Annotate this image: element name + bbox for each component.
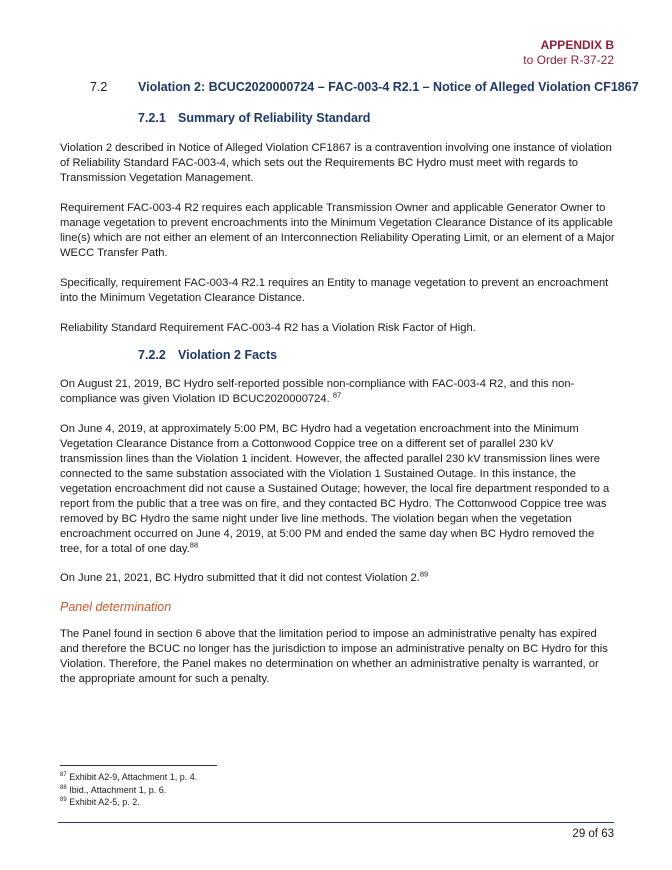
footnote xyxy=(60,771,197,784)
subsection-heading-2 xyxy=(138,348,277,362)
footnote-text: Exhibit A2-9, Attachment 1, p. 4. xyxy=(69,772,198,782)
paragraph-text: On August 21, 2019, BC Hydro self-reported possible non-compliance with FAC-003-4 R2, and this non-compliance was given Violation ID BCUC2020000724. xyxy=(60,378,575,405)
footnote xyxy=(60,784,197,797)
paragraph xyxy=(60,571,615,586)
paragraph: Specifically, requirement FAC-003-4 R2.1 requires an Entity to manage vegetation to prevent an encroachment into the Minimum Vegetation Clearance Distance. xyxy=(60,277,609,304)
paragraph: Violation 2 described in Notice of Alleged Violation CF1867 is a contravention involving one instance of violation of Reliability Standard FAC-003-4, which sets out the Requirements BC Hydro must meet with regards to Transmission Vegetation Management. xyxy=(60,142,612,184)
footnote-number: 88 xyxy=(60,784,67,791)
footnote-divider xyxy=(60,765,217,766)
paragraph: The Panel found in section 6 above that the limitation period to impose an administrative penalty has expired and therefore the BCUC no longer has the jurisdiction to impose an administrative penalty on BC Hydro for this Violation. Therefore, the Panel makes no determination on whether an administrative penalty is warranted, or the appropriate amount for such a penalty. xyxy=(60,628,608,685)
section-title: Violation 2: BCUC2020000724 – FAC-003-4 R2.1 – Notice of Alleged Violation CF1867 xyxy=(138,80,639,94)
page-number: 29 of 63 xyxy=(572,828,614,840)
subsection-title: Summary of Reliability Standard xyxy=(178,111,371,125)
subsection-number: 7.2.2 xyxy=(138,348,166,362)
paragraph xyxy=(60,422,615,557)
appendix-header xyxy=(523,38,614,68)
paragraph-text: On June 4, 2019, at approximately 5:00 PM, BC Hydro had a vegetation encroachment into the Minimum Vegetation Clearance Distance from a Cottonwood Coppice tree on a different set of parallel 230 kV transmission lines than the Violation 1 incident. However, the affected parallel 230 kV transmission lines were connected to the same substation associated with the Violation 1 Sustained Outage. In this instance, the vegetation encroachment did not cause a Sustained Outage; however, the local fire department responded to a report from the public that a tree was on fire, and they contacted BC Hydro. The Cottonwood Coppice tree was removed by BC Hydro the same night under live line methods. The violation began when the vegetation encroachment occurred on June 4, 2019, at 5:00 PM and ended the same day when BC Hydro removed the tree, for a total of one day. xyxy=(60,423,610,555)
footnote-ref[interactable]: 87 xyxy=(332,390,342,400)
paragraph-text: On June 21, 2021, BC Hydro submitted that it did not contest Violation 2. xyxy=(60,572,420,584)
section-number: 7.2 xyxy=(90,80,108,94)
footnote-number: 89 xyxy=(60,797,67,803)
footnotes xyxy=(60,771,197,809)
footnote-text: Exhibit A2-5, p. 2. xyxy=(69,797,140,807)
subsection-heading-1 xyxy=(138,111,370,125)
panel-determination-heading: Panel determination xyxy=(60,600,172,614)
appendix-subtitle: to Order R-37-22 xyxy=(523,53,614,67)
subsection-number: 7.2.1 xyxy=(138,111,166,125)
footnote xyxy=(60,796,197,809)
footnote-number: 87 xyxy=(60,772,67,778)
section-heading xyxy=(90,80,639,94)
paragraph xyxy=(60,377,615,407)
subsection-title: Violation 2 Facts xyxy=(178,348,278,362)
appendix-title: APPENDIX B xyxy=(540,38,614,52)
paragraph: Requirement FAC-003-4 R2 requires each applicable Transmission Owner and applicable Generator Owner to manage vegetation to prevent encroachments into the Minimum Vegetation Clearance Distance of its applicable line(s) which are not either an element of an Interconnection Reliability Operating Limit, or an element of a Major WECC Transfer Path. xyxy=(60,202,615,259)
paragraph: Reliability Standard Requirement FAC-003-4 R2 has a Violation Risk Factor of High. xyxy=(60,322,476,334)
footnote-ref[interactable]: 88 xyxy=(189,540,199,550)
footnote-text: Ibid., Attachment 1, p. 6. xyxy=(69,784,167,795)
footer-divider xyxy=(58,822,614,823)
footnote-ref[interactable]: 89 xyxy=(419,569,429,579)
